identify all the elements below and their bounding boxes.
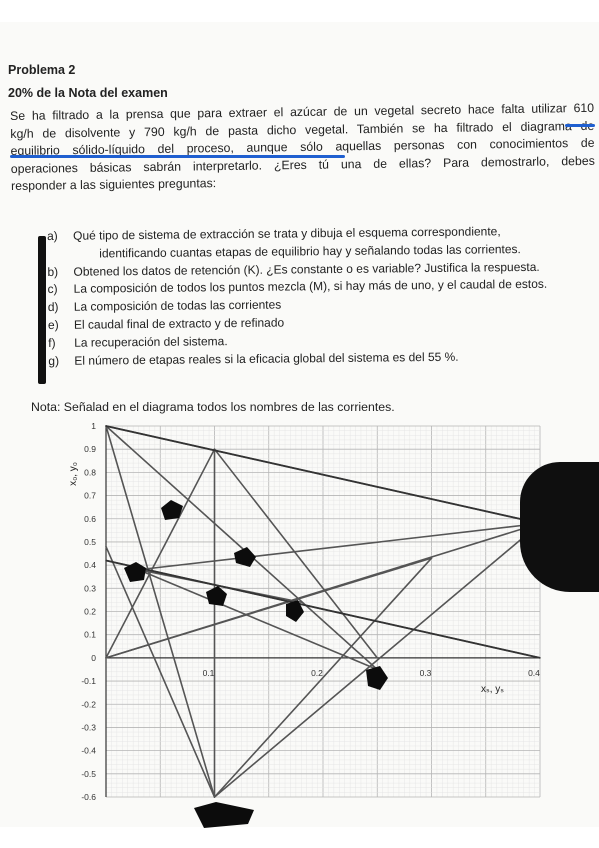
- question-text: La composición de todas las corrientes: [73, 297, 282, 314]
- diagram-note: Nota: Señalad en el diagrama todos los nombres de las corrientes.: [31, 400, 395, 414]
- y-axis-label: x₀, y₀: [68, 462, 79, 486]
- y-tick-label: -0.5: [81, 768, 96, 779]
- y-tick-label: -0.2: [81, 699, 96, 710]
- y-tick-label: -0.4: [81, 745, 96, 756]
- question-text: Qué tipo de sistema de extracción se trata y dibuja el esquema correspondiente, identificando cuantas etapas de equilibrio hay y señalando todas las corrientes.: [73, 224, 521, 261]
- statement-line: Se ha filtrado a la prensa que para extraer el azúcar de un vegetal secreto hace falta utilizar 610: [10, 100, 595, 123]
- redaction-blob: [366, 666, 388, 690]
- question-letter: d): [47, 300, 59, 315]
- redaction-marks: [124, 500, 388, 828]
- question-text: La recuperación del sistema.: [74, 333, 228, 350]
- y-tick-label: 0.4: [84, 560, 96, 571]
- question-letter: g): [48, 353, 60, 368]
- x-tick-label: 0.2: [311, 667, 323, 678]
- statement-line: kg/h de disolvente y 790 kg/h de pasta dicho vegetal. También se ha filtrado el diagrama de: [10, 118, 595, 141]
- y-tick-label: 0.6: [84, 513, 96, 524]
- y-tick-label: 0.8: [84, 467, 96, 478]
- redaction-blob: [234, 547, 256, 567]
- question-text: El caudal final de extracto y de refinado: [73, 315, 285, 332]
- y-tick-label: 0.3: [84, 583, 96, 594]
- redaction-blob: [194, 802, 254, 828]
- question-letter: f): [48, 335, 56, 350]
- question-text: El número de etapas reales si la eficacia global del sistema es del 55 %.: [74, 349, 459, 368]
- problem-weight: 20% de la Nota del examen: [8, 86, 168, 100]
- statement-line: responder a las siguientes preguntas:: [10, 176, 217, 194]
- finger-shadow: [520, 462, 599, 592]
- statement-line: equilibrio sólido-líquido del proceso, aunque sólo aquellas personas con conocimientos de: [10, 136, 595, 159]
- y-tick-label: 0.7: [84, 490, 96, 501]
- y-tick-label: 0.5: [84, 536, 96, 547]
- x-tick-label: 0.3: [419, 667, 432, 678]
- question-letter: a): [47, 228, 58, 243]
- y-tick-label: 0.2: [84, 606, 96, 617]
- y-tick-label: 0.9: [84, 444, 96, 455]
- y-tick-label: -0.1: [81, 676, 96, 687]
- y-tick-label: -0.6: [81, 792, 96, 802]
- y-tick-label: 0.1: [84, 629, 96, 640]
- statement-line: operaciones básicas sabrán interpretarlo. ¿Eres tú una de ellas? Para demostrarlo, debes: [10, 153, 595, 176]
- plot-grid: [106, 426, 540, 797]
- question-letter: b): [47, 264, 59, 279]
- x-axis-label: xₛ, yₛ: [481, 684, 505, 695]
- x-tick-label: 0.1: [202, 667, 215, 678]
- question-text: La composición de todos los puntos mezcla (M), si hay más de uno, y el caudal de estos.: [73, 277, 548, 297]
- question-text: Obtened los datos de retención (K). ¿Es constante o es variable? Justifica la respuesta.: [73, 259, 540, 279]
- y-tick-label: 1: [91, 421, 96, 431]
- y-tick-label: -0.3: [81, 722, 96, 733]
- x-tick-label: 0.4: [528, 667, 540, 678]
- question-letter: e): [47, 317, 59, 332]
- problem-title: Problema 2: [8, 63, 76, 77]
- y-tick-label: 0: [91, 652, 96, 663]
- question-letter: c): [47, 282, 58, 297]
